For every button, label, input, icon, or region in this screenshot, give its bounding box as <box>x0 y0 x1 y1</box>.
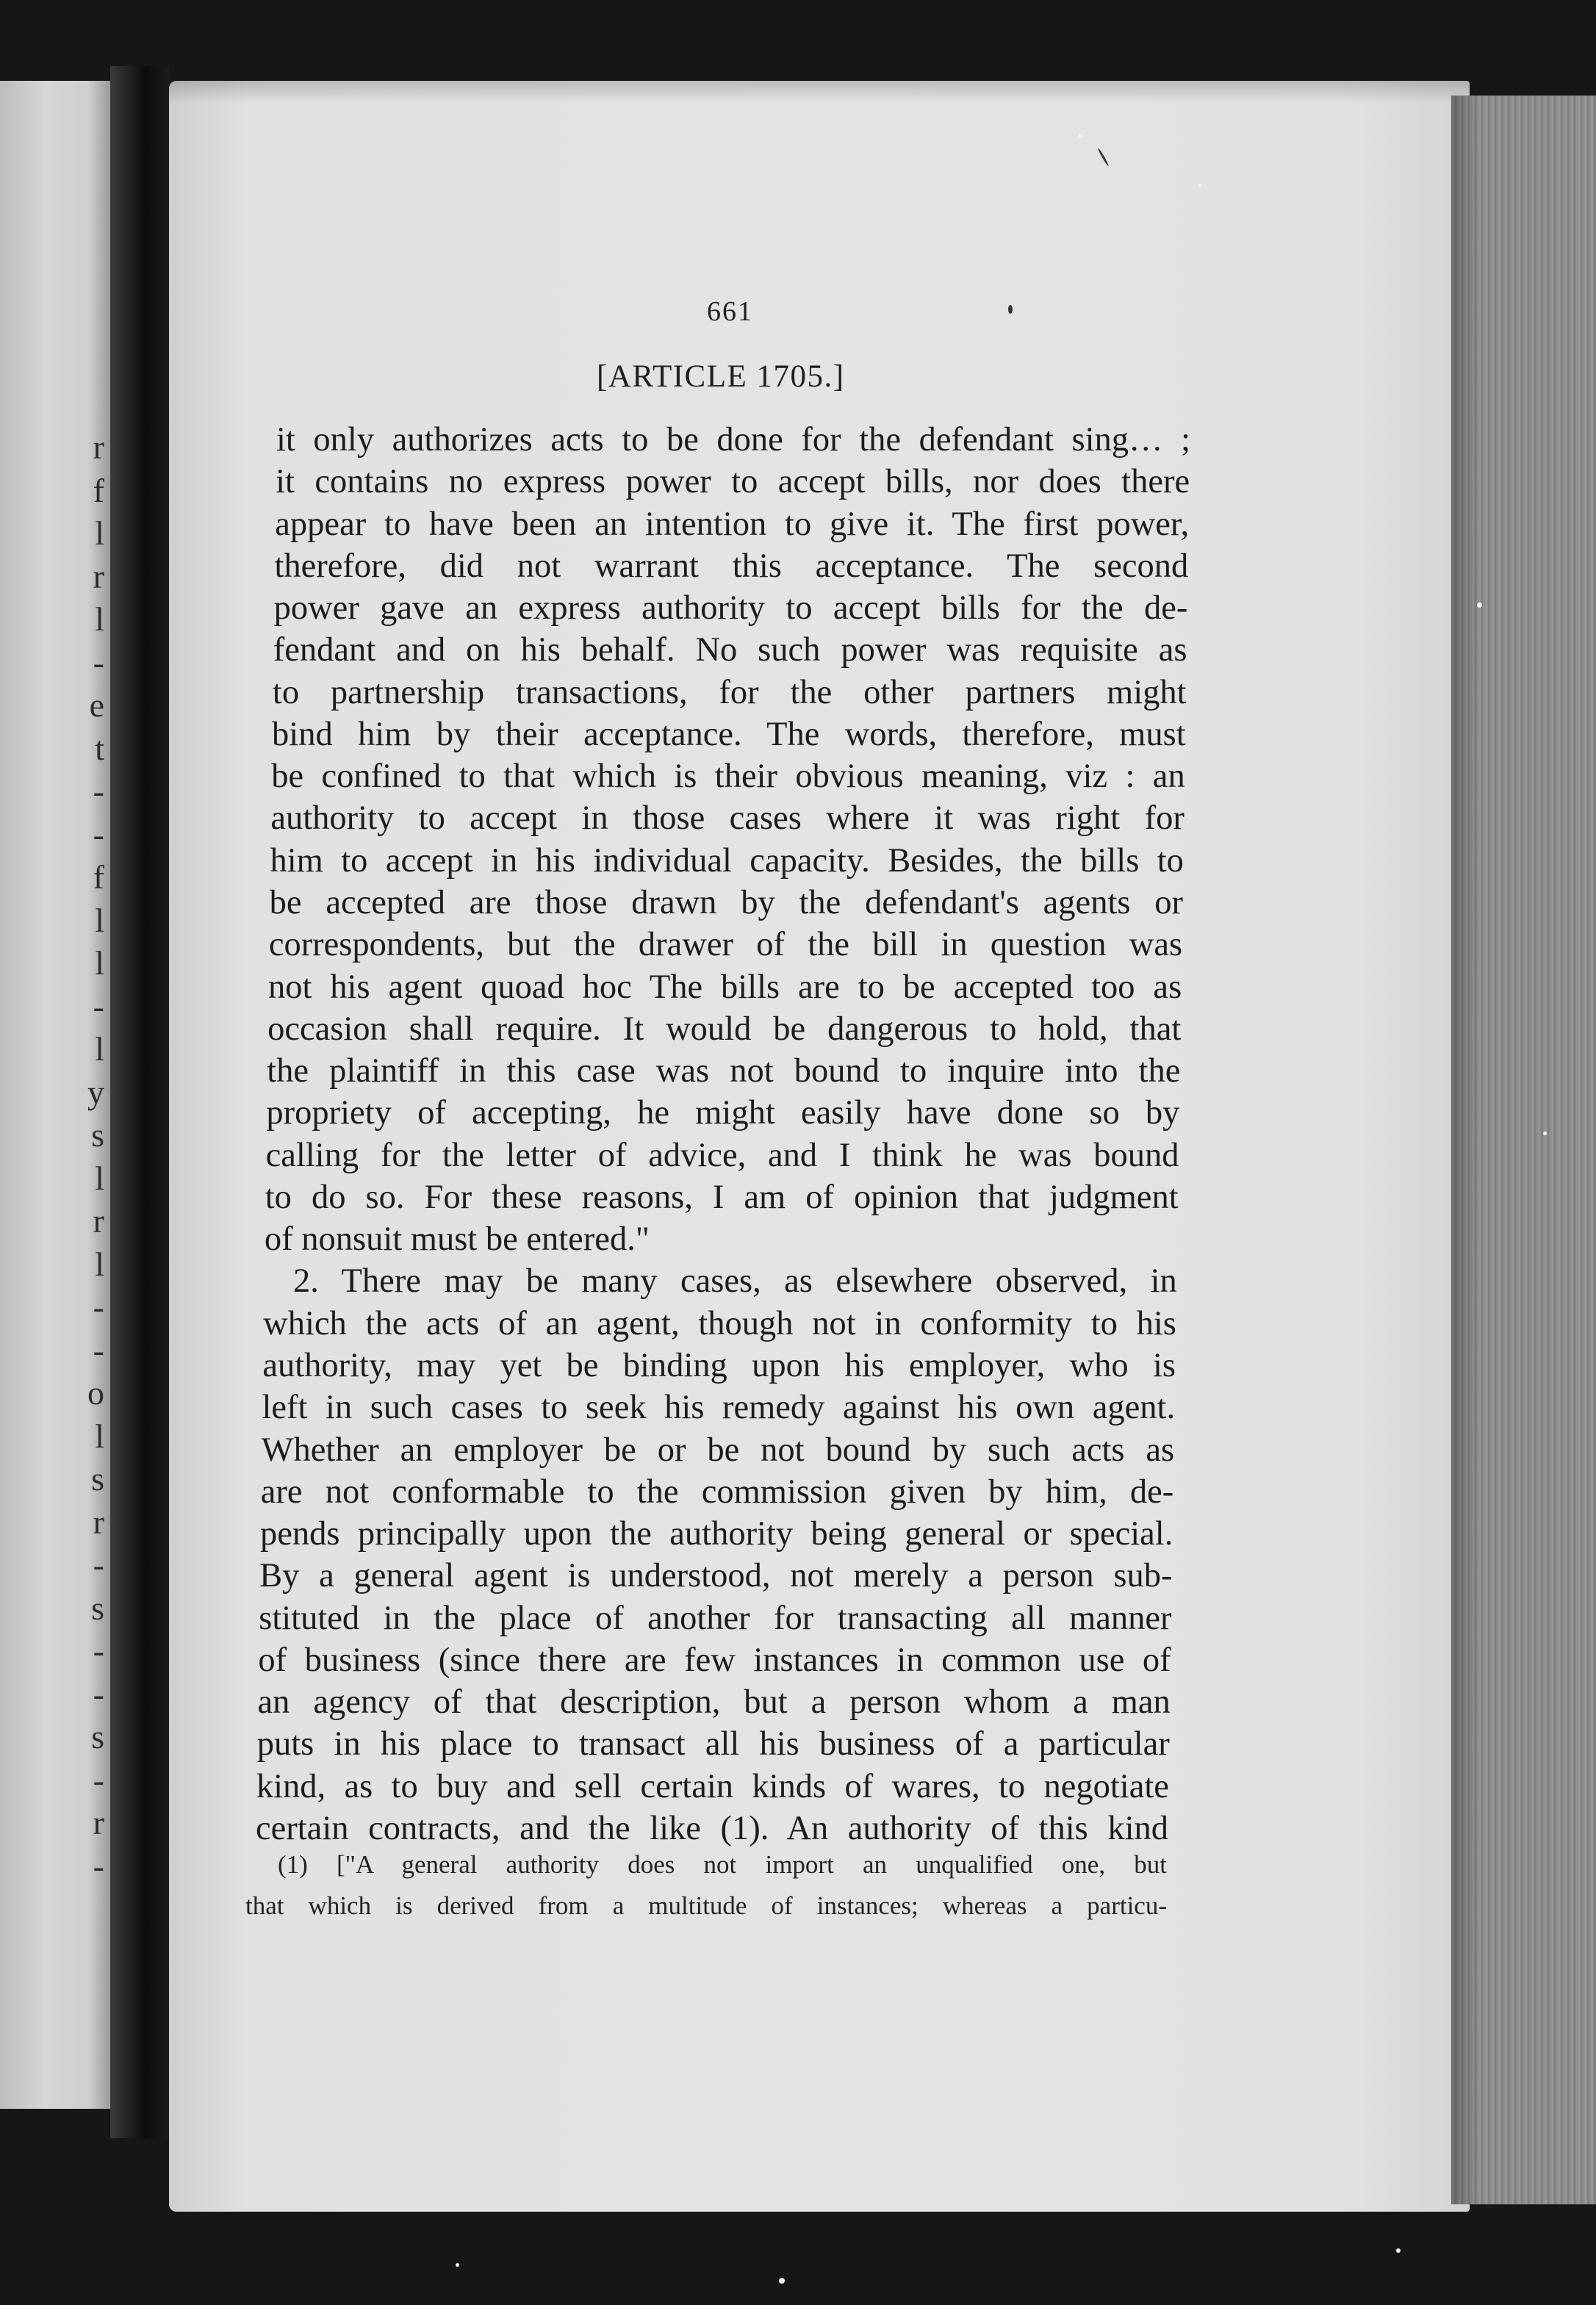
body-line: Whether an employer be or be not bound by such acts as <box>261 1431 1175 1469</box>
dust-speck <box>1078 134 1082 138</box>
body-line: calling for the letter of advice, and I think he was bound <box>265 1136 1179 1174</box>
body-line: be confined to that which is their obvious meaning, viz : an <box>271 758 1185 796</box>
footnote-line: (1) ["A general authority does not import an unqualified one, but <box>278 1850 1167 1879</box>
dust-speck <box>1008 305 1013 314</box>
body-line: therefore, did not warrant this acceptance. The second <box>274 547 1189 585</box>
body-line: correspondents, but the drawer of the bill in question was <box>268 926 1183 964</box>
body-line: propriety of accepting, he might easily have done so by <box>266 1094 1180 1132</box>
dust-speck <box>779 2278 785 2284</box>
body-line: authority, may yet be binding upon his employer, who is <box>262 1347 1176 1384</box>
body-line: to do so. For these reasons, I am of opinion that judgment <box>265 1178 1179 1216</box>
body-line: not his agent quoad hoc The bills are to be accepted too as <box>267 968 1182 1006</box>
body-line: which the acts of an agent, though not in conformity to his <box>263 1304 1176 1342</box>
body-line: By a general agent is understood, not merely a person sub- <box>259 1557 1173 1595</box>
body-line: authority to accept in those cases where it was right for <box>270 799 1185 838</box>
body-line: fendant and on his behalf. No such power was requisite as <box>273 631 1187 669</box>
body-line: it contains no express power to accept bills, nor does there <box>276 463 1190 501</box>
body-line: him to accept in his individual capacity. Besides, the bills to <box>270 841 1184 880</box>
body-line: pends principally upon the authority being general or special. <box>259 1515 1173 1553</box>
body-line: an agency of that description, but a person whom a man <box>257 1683 1171 1722</box>
body-line: are not conformable to the commission given by him, de- <box>260 1472 1174 1511</box>
dust-speck <box>1543 1132 1547 1135</box>
dust-speck <box>456 2263 459 2267</box>
body-line: stituted in the place of another for transacting all manner <box>259 1599 1172 1637</box>
body-line: to partnership transactions, for the other partners might <box>272 673 1187 711</box>
body-line: puts in his place to transact all his business of a particular <box>256 1725 1170 1763</box>
body-line: power gave an express authority to accept bills for the de- <box>273 589 1188 628</box>
body-line: left in such cases to seek his remedy against his own agent. <box>262 1389 1176 1427</box>
body-line: kind, as to buy and sell certain kinds of wares, to negotiate <box>256 1767 1169 1805</box>
footnote-line: that which is derived from a multitude of instances; whereas a particu- <box>245 1891 1167 1920</box>
body-line: appear to have been an intention to give it. The first power, <box>275 505 1190 543</box>
body-line: bind him by their acceptance. The words, therefore, must <box>272 715 1186 753</box>
body-line: of business (since there are few instances in common use of <box>258 1641 1171 1679</box>
body-line: it only authorizes acts to be done for the defendant sing… ; <box>276 421 1190 459</box>
dust-speck <box>1477 603 1482 608</box>
article-heading: [ARTICLE 1705.] <box>597 359 845 394</box>
body-line: be accepted are those drawn by the defendant's agents or <box>269 884 1183 921</box>
body-line: occasion shall require. It would be dangerous to hold, that <box>267 1010 1182 1048</box>
body-line: 2. There may be many cases, as elsewhere observed, in <box>293 1262 1177 1301</box>
dust-speck <box>1396 2248 1401 2253</box>
body-line: certain contracts, and the like (1). An authority of this kind <box>256 1810 1168 1847</box>
previous-page-line-endings: r f l r l - e t - - f l l - l y s l r l - - o l s r - s - - s - r - <box>87 428 104 1885</box>
page-number: 661 <box>707 296 753 327</box>
body-line: the plaintiff in this case was not bound to inquire into the <box>267 1052 1181 1090</box>
body-line: of nonsuit must be entered." <box>264 1220 650 1259</box>
dust-speck <box>1198 184 1201 187</box>
